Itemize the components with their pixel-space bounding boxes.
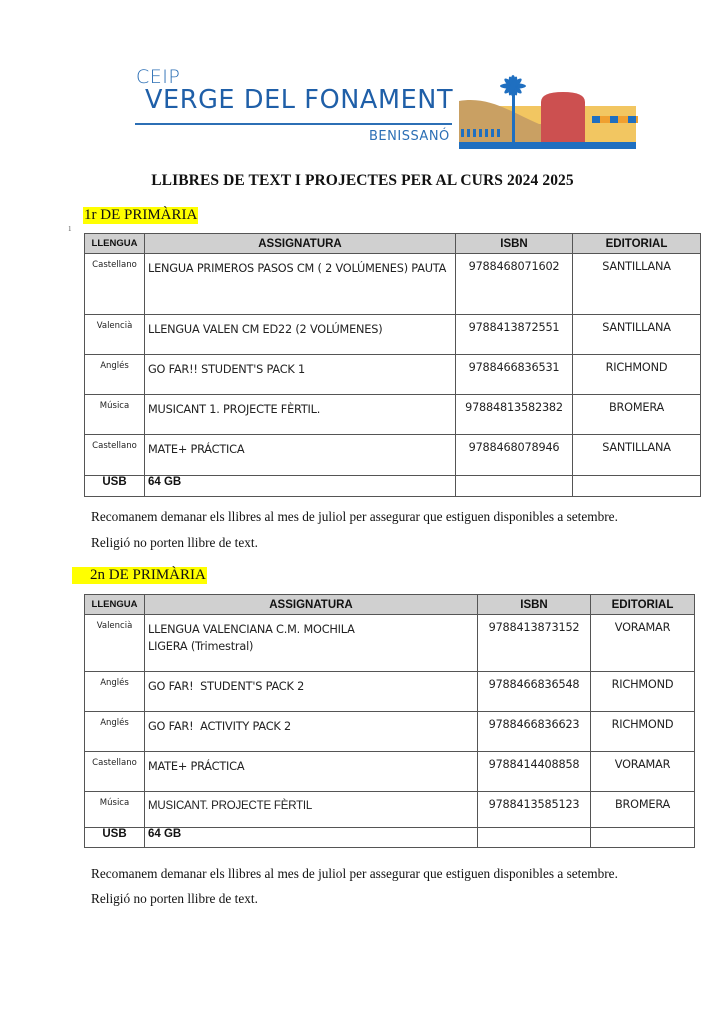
religion-note: Religió no porten llibre de text.: [91, 535, 258, 550]
cell-editorial: BROMERA: [591, 792, 695, 828]
column-header-assignatura: ASSIGNATURA: [145, 234, 456, 254]
usb-label: USB: [85, 828, 145, 848]
cell-editorial: SANTILLANA: [573, 315, 701, 355]
cell-llengua: Anglés: [85, 672, 145, 712]
cell-llengua: Anglés: [85, 712, 145, 752]
logo-red-tower: [541, 92, 585, 144]
table-row: [85, 792, 695, 828]
table-header-row: [85, 234, 701, 254]
cell-llengua: Valencià: [85, 615, 145, 672]
table-header-row: [85, 595, 695, 615]
cell-editorial: SANTILLANA: [573, 254, 701, 315]
empty-cell: [573, 476, 701, 497]
table-row: [85, 435, 701, 476]
page-title: LLIBRES DE TEXT I PROJECTES PER AL CURS 2024 2025: [151, 172, 574, 189]
cell-assignatura: MUSICANT 1. PROJECTE FÈRTIL.: [145, 395, 456, 435]
column-header-isbn: ISBN: [478, 595, 591, 615]
recommendation-note: Recomanem demanar els llibres al mes de juliol per assegurar que estiguen disponibles a setembre.: [91, 509, 618, 524]
column-header-assignatura: ASSIGNATURA: [145, 595, 478, 615]
books-table-1r: [84, 233, 701, 497]
usb-value: 64 GB: [145, 476, 456, 497]
recommendation-note: Recomanem demanar els llibres al mes de juliol per assegurar que estiguen disponibles a setembre.: [91, 866, 618, 881]
cell-isbn: 9788413872551: [456, 315, 573, 355]
cell-isbn: 9788466836548: [478, 672, 591, 712]
cell-editorial: VORAMAR: [591, 752, 695, 792]
books-table-2n: [84, 594, 695, 848]
cell-llengua: Anglés: [85, 355, 145, 395]
cell-assignatura: GO FAR! ACTIVITY PACK 2: [145, 712, 478, 752]
table-row: [85, 752, 695, 792]
table-row: [85, 615, 695, 672]
cell-editorial: RICHMOND: [591, 712, 695, 752]
logo-blue-base: [459, 142, 636, 149]
empty-cell: [591, 828, 695, 848]
usb-row: [85, 476, 701, 497]
religion-note: Religió no porten llibre de text.: [91, 891, 258, 906]
table-row: [85, 395, 701, 435]
cell-isbn: 9788466836531: [456, 355, 573, 395]
section-heading-2n: 2n DE PRIMÀRIA: [72, 567, 207, 584]
cell-editorial: SANTILLANA: [573, 435, 701, 476]
column-header-isbn: ISBN: [456, 234, 573, 254]
cell-assignatura: MATE+ PRÁCTICA: [145, 435, 456, 476]
cell-isbn: 97884813582382: [456, 395, 573, 435]
section-heading-1r: 1r DE PRIMÀRIA: [84, 207, 198, 223]
table-row: [85, 712, 695, 752]
cell-isbn: 9788413873152: [478, 615, 591, 672]
cell-isbn: 9788466836623: [478, 712, 591, 752]
cell-llengua: Música: [85, 792, 145, 828]
cell-editorial: VORAMAR: [591, 615, 695, 672]
cell-llengua: Música: [85, 395, 145, 435]
cell-llengua: Valencià: [85, 315, 145, 355]
cell-editorial: RICHMOND: [573, 355, 701, 395]
cell-isbn: 9788468078946: [456, 435, 573, 476]
cell-assignatura: LLENGUA VALENCIANA C.M. MOCHILA LIGERA (Trimestral): [145, 615, 478, 672]
table-row: [85, 355, 701, 395]
cell-assignatura: MUSICANT. PROJECTE FÈRTIL: [145, 792, 478, 828]
column-header-llengua: LLENGUA: [85, 595, 145, 615]
cell-assignatura: GO FAR!! STUDENT'S PACK 1: [145, 355, 456, 395]
cell-isbn: 9788413585123: [478, 792, 591, 828]
table-row: [85, 315, 701, 355]
cell-llengua: Castellano: [85, 752, 145, 792]
cell-assignatura: LENGUA PRIMEROS PASOS CM ( 2 VOLÚMENES) PAUTA: [145, 254, 456, 315]
usb-value: 64 GB: [145, 828, 478, 848]
cell-isbn: 9788414408858: [478, 752, 591, 792]
empty-cell: [478, 828, 591, 848]
logo-building-illustration: [459, 66, 639, 152]
logo-school-name: VERGE DEL FONAMENT: [145, 85, 454, 115]
column-header-llengua: LLENGUA: [85, 234, 145, 254]
footnote-marker: 1: [68, 225, 72, 233]
column-header-editorial: EDITORIAL: [591, 595, 695, 615]
cell-isbn: 9788468071602: [456, 254, 573, 315]
cell-assignatura: GO FAR! STUDENT'S PACK 2: [145, 672, 478, 712]
cell-assignatura: LLENGUA VALEN CM ED22 (2 VOLÚMENES): [145, 315, 456, 355]
cell-editorial: RICHMOND: [591, 672, 695, 712]
school-logo: [133, 66, 643, 152]
table-row: [85, 672, 695, 712]
usb-label: USB: [85, 476, 145, 497]
cell-llengua: Castellano: [85, 254, 145, 315]
column-header-editorial: EDITORIAL: [573, 234, 701, 254]
usb-row: [85, 828, 695, 848]
logo-divider: [135, 123, 452, 125]
logo-palm-leaves: [500, 75, 526, 97]
table-row: [85, 254, 701, 315]
logo-ceip-text: CEIP: [136, 66, 181, 88]
cell-llengua: Castellano: [85, 435, 145, 476]
logo-town: BENISSANÓ: [369, 129, 450, 144]
empty-cell: [456, 476, 573, 497]
logo-windows-right: [592, 116, 638, 123]
cell-editorial: BROMERA: [573, 395, 701, 435]
cell-assignatura: MATE+ PRÁCTICA: [145, 752, 478, 792]
